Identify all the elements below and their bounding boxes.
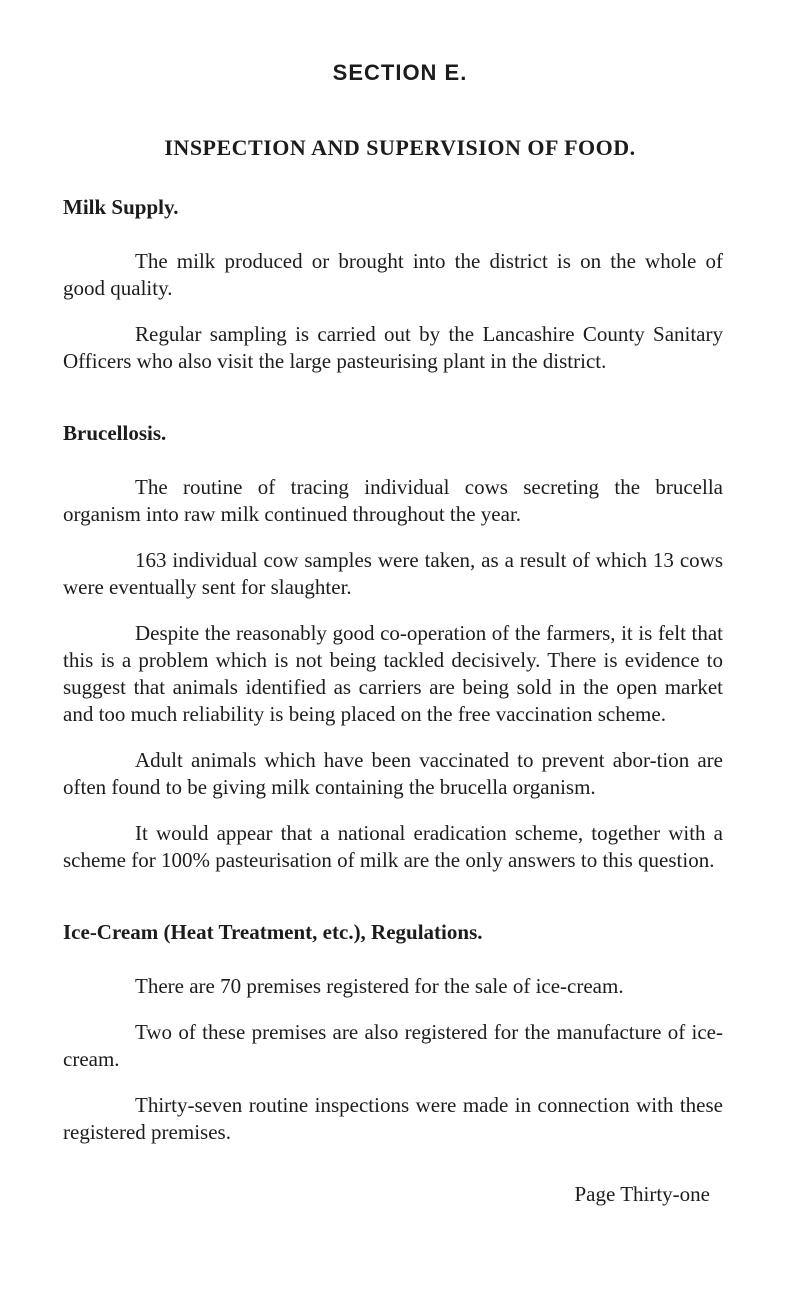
paragraph: Thirty-seven routine inspections were made in connection with these registered premises. bbox=[63, 1093, 723, 1144]
brucellosis-heading: Brucellosis. bbox=[63, 421, 167, 445]
paragraph: Adult animals which have been vaccinated to prevent abor-tion are often found to be giving milk containing the brucella organism. bbox=[63, 748, 723, 799]
paragraph: Two of these premises are also registered for the manufacture of ice-cream. bbox=[63, 1020, 723, 1071]
paragraph: The routine of tracing individual cows secreting the brucella organism into raw milk continued throughout the year. bbox=[63, 475, 723, 526]
document-title: INSPECTION AND SUPERVISION OF FOOD. bbox=[164, 135, 636, 160]
page-number: Page Thirty-one bbox=[574, 1182, 710, 1206]
paragraph: 163 individual cow samples were taken, as a result of which 13 cows were eventually sent for slaughter. bbox=[63, 548, 723, 599]
paragraph: The milk produced or brought into the district is on the whole of good quality. bbox=[63, 249, 723, 300]
milk-supply-heading: Milk Supply. bbox=[63, 195, 179, 219]
ice-cream-heading: Ice-Cream (Heat Treatment, etc.), Regulations. bbox=[63, 920, 483, 944]
paragraph: Despite the reasonably good co-operation of the farmers, it is felt that this is a problem which is not being tackled decisively. There is evidence to suggest that animals identified as carriers are being sold in the open market and too much reliability is being placed on the free vaccination scheme. bbox=[63, 621, 723, 726]
document-body bbox=[63, 194, 723, 1146]
section-title: SECTION E. bbox=[332, 60, 468, 85]
paragraph: There are 70 premises registered for the sale of ice-cream. bbox=[135, 974, 624, 998]
paragraph: It would appear that a national eradication scheme, together with a scheme for 100% pasteurisation of milk are the only answers to this question. bbox=[63, 821, 723, 872]
paragraph: Regular sampling is carried out by the Lancashire County Sanitary Officers who also visit the large pasteurising plant in the district. bbox=[63, 322, 723, 373]
